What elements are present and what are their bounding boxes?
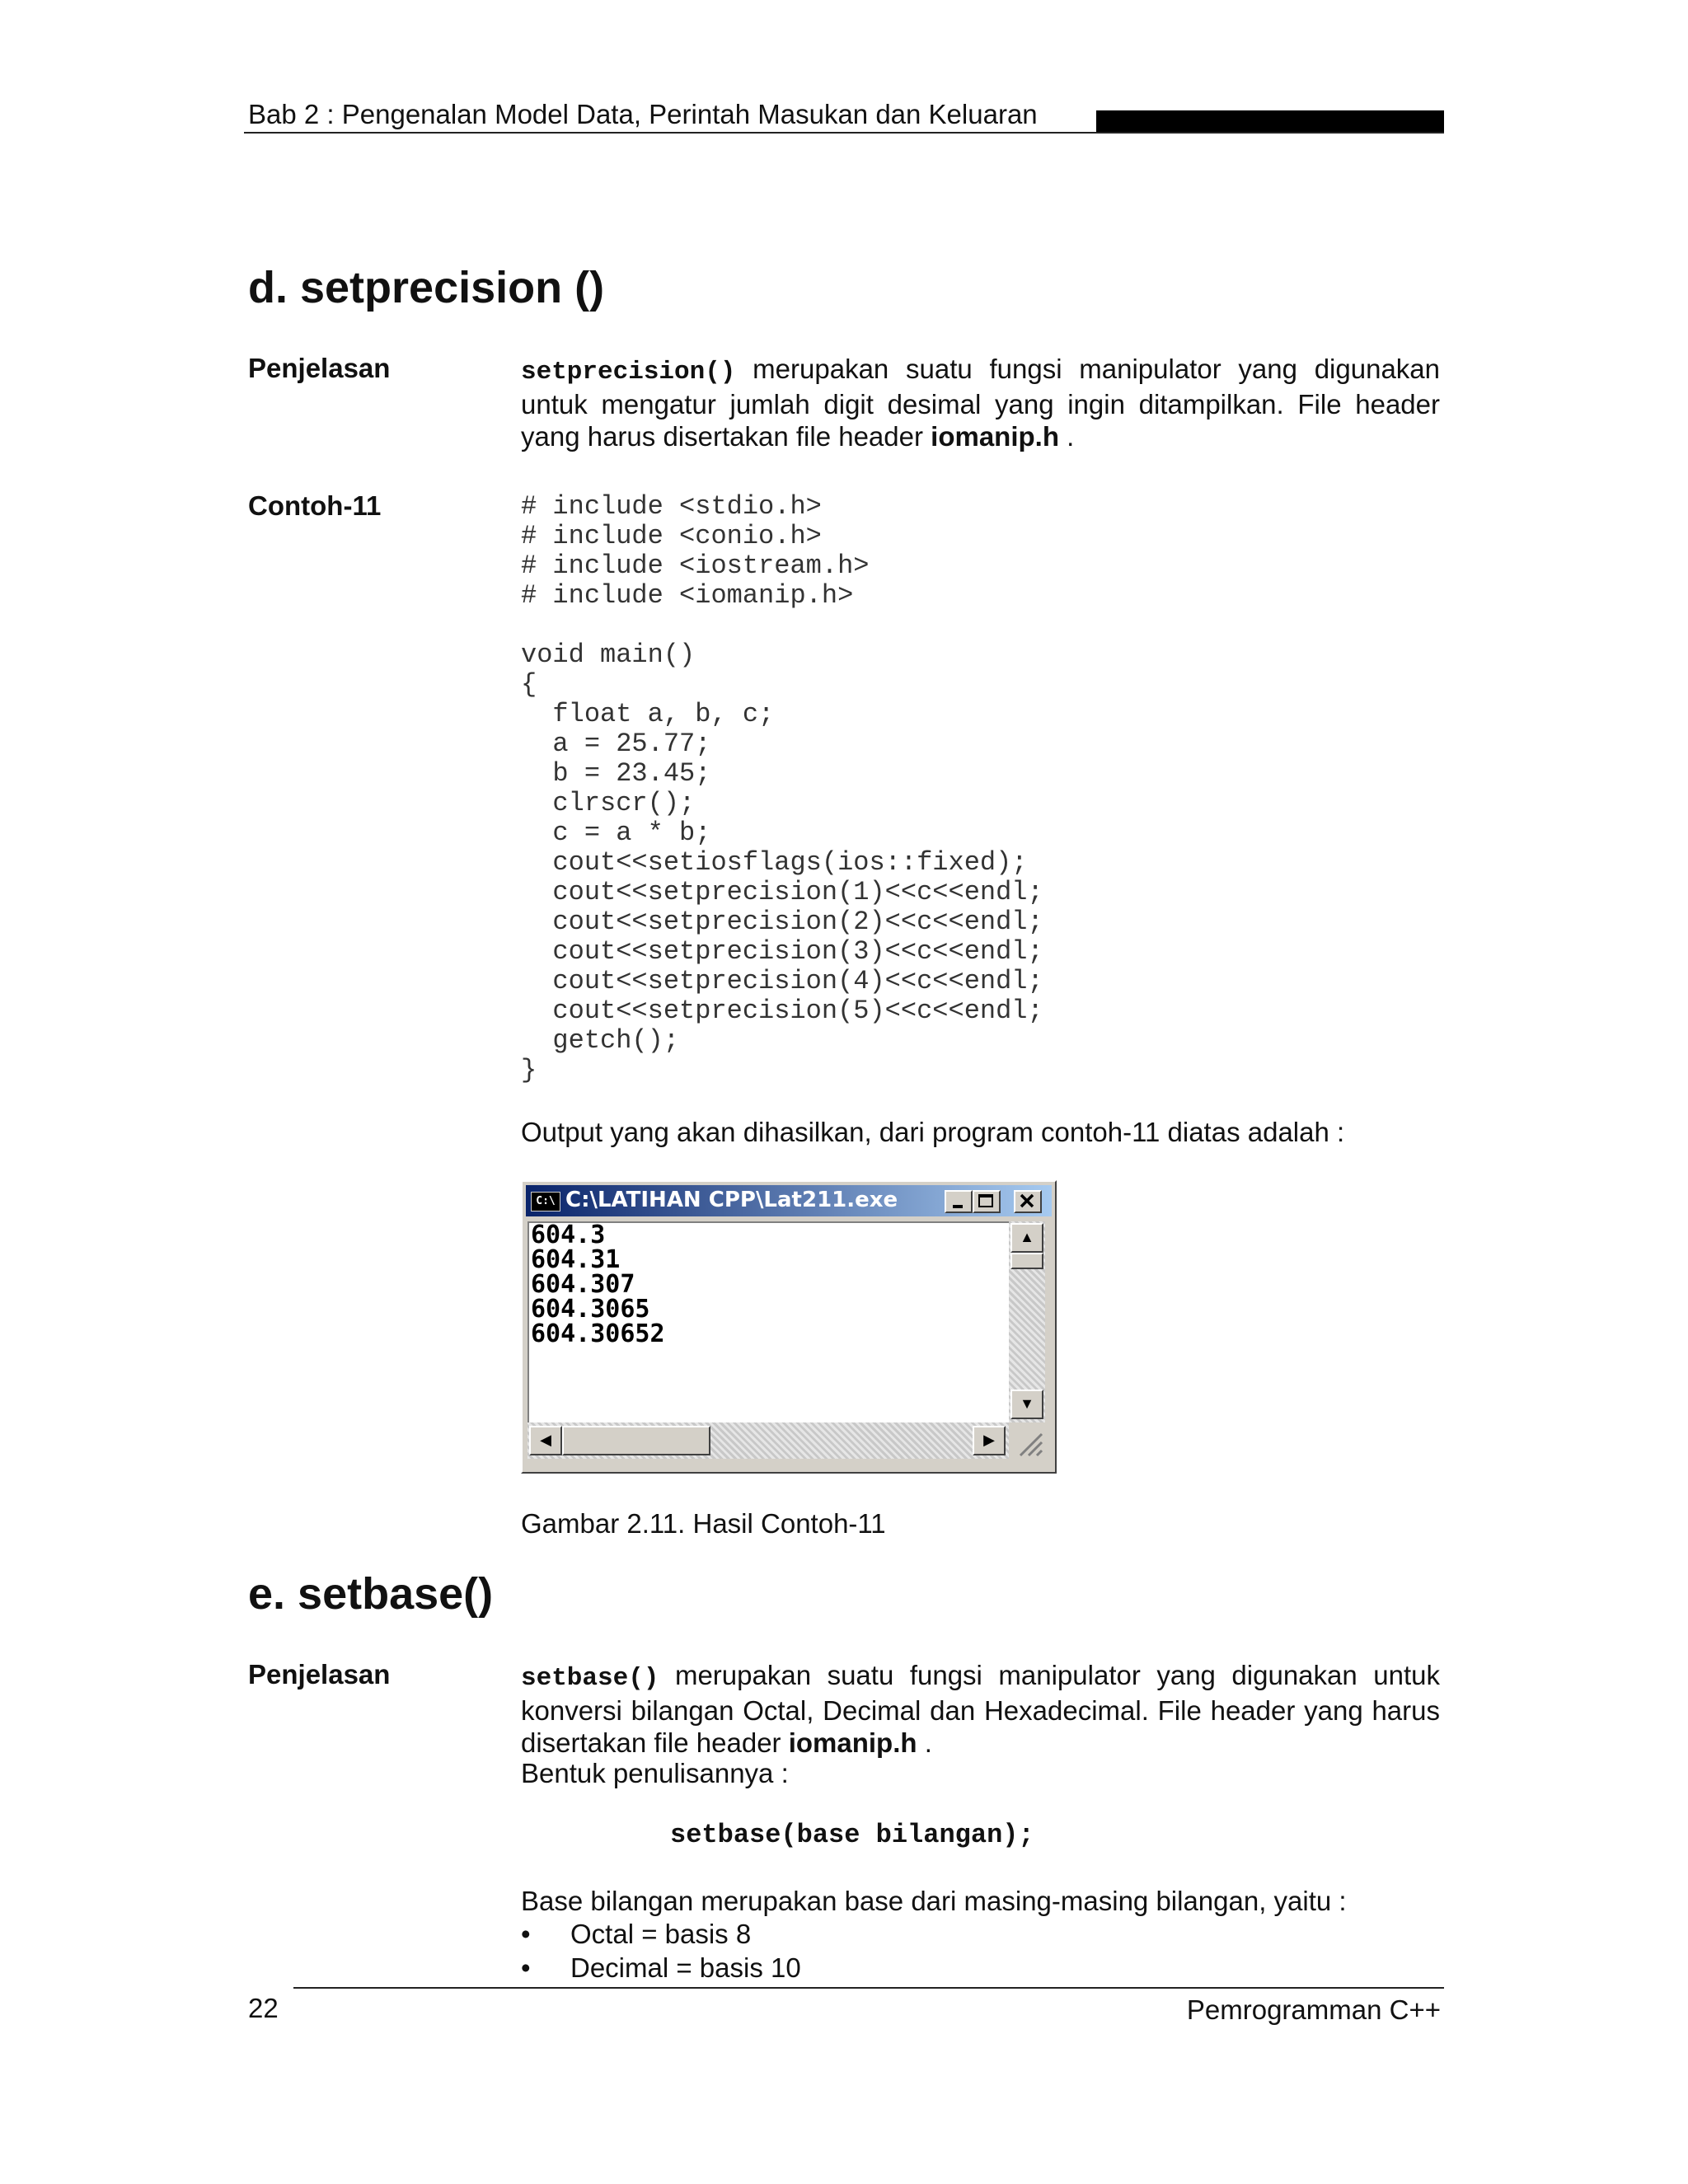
scroll-left-button[interactable] [529, 1426, 562, 1455]
close-button[interactable] [1014, 1190, 1042, 1213]
scroll-right-button[interactable] [973, 1426, 1006, 1455]
list-item: • Octal = basis 8 [521, 1917, 801, 1951]
base-intro: Base bilangan merupakan base dari masing-masing bilangan, yaitu : [521, 1886, 1347, 1916]
setbase-explanation [521, 1659, 1440, 1759]
horizontal-scroll-thumb[interactable] [562, 1426, 710, 1455]
scroll-down-button[interactable] [1010, 1390, 1043, 1419]
header-file-name: iomanip.h [931, 421, 1059, 452]
output-intro: Output yang akan dihasilkan, dari program contoh-11 diatas adalah : [521, 1117, 1345, 1147]
explanation-text: merupakan suatu fungsi manipulator yang digunakan untuk mengatur jumlah digit desimal yang ingin ditampilkan. File header yang harus disertakan file header [521, 354, 1440, 452]
header-rule [244, 132, 1444, 134]
label-penjelasan-setbase: Penjelasan [248, 1659, 391, 1690]
setbase-syntax: setbase(base bilangan); [670, 1820, 1034, 1850]
label-contoh: Contoh-11 [248, 490, 382, 521]
section-heading-setprecision: d. setprecision () [248, 263, 605, 312]
function-name-setbase: setbase() [521, 1664, 659, 1693]
header-file-name-setbase: iomanip.h [788, 1727, 917, 1758]
setprecision-explanation [521, 353, 1440, 452]
setbase-explanation-text: merupakan suatu fungsi manipulator yang digunakan untuk konversi bilangan Octal, Decimal dan Hexadecimal. File header yang harus disertakan file header [521, 1660, 1440, 1758]
resize-grip-icon [1009, 1422, 1045, 1459]
maximize-icon [978, 1194, 993, 1207]
console-window[interactable] [521, 1180, 1057, 1474]
setbase-explanation-end: . [917, 1727, 932, 1758]
scroll-up-button[interactable] [1010, 1223, 1043, 1253]
minimize-button[interactable] [945, 1190, 973, 1213]
running-header: Bab 2 : Pengenalan Model Data, Perintah Masukan dan Keluaran [248, 99, 1038, 129]
label-penjelasan: Penjelasan [248, 353, 391, 383]
maximize-button[interactable] [973, 1190, 1001, 1213]
resize-grip[interactable] [1009, 1422, 1045, 1459]
footer-rule [293, 1987, 1444, 1989]
arrow-left-icon: ◀ [540, 1432, 551, 1448]
arrow-up-icon: ▲ [1020, 1229, 1034, 1245]
minimize-icon [953, 1205, 963, 1208]
section-heading-setbase: e. setbase() [248, 1569, 494, 1619]
list-item: • Decimal = basis 10 [521, 1951, 801, 1985]
function-name: setprecision() [521, 358, 736, 387]
horizontal-scrollbar[interactable] [528, 1422, 1009, 1459]
figure-caption: Gambar 2.11. Hasil Contoh-11 [521, 1508, 886, 1539]
arrow-right-icon: ▶ [983, 1432, 995, 1448]
code-listing: # include <stdio.h> # include <conio.h> # include <iostream.h> # include <iomanip.h> void main() { float a, b, c; a = 25.77; b = 23.45; clrscr(); c = a * b; cout<<setiosflags(ios::fixed); cout<<setprecision(1)<<c<<endl; cout<<setprecision(2)<<c<<endl; cout<<setprecision(3)<<c<<endl; cout<<setprecision(4)<<c<<endl; cout<<setprecision(5)<<c<<endl; getch(); } [521, 491, 1043, 1085]
console-output-area[interactable] [528, 1221, 1009, 1422]
base-list [521, 1917, 801, 1985]
console-title: C:\LATIHAN CPP\Lat211.exe [565, 1188, 898, 1212]
header-bar [1096, 110, 1444, 134]
close-icon [1015, 1192, 1040, 1212]
console-output: 604.3 604.31 604.307 604.3065 604.30652 [531, 1221, 665, 1348]
arrow-down-icon: ▼ [1020, 1395, 1034, 1412]
vertical-scroll-thumb[interactable] [1010, 1253, 1043, 1269]
console-app-icon: C:\ [531, 1192, 560, 1212]
footer-title: Pemrogramman C++ [1186, 1994, 1441, 2025]
console-title-bar[interactable] [526, 1185, 1052, 1216]
explanation-end: . [1059, 421, 1075, 452]
page-number: 22 [248, 1993, 279, 2023]
vertical-scrollbar[interactable] [1009, 1221, 1045, 1422]
form-label: Bentuk penulisannya : [521, 1758, 789, 1788]
